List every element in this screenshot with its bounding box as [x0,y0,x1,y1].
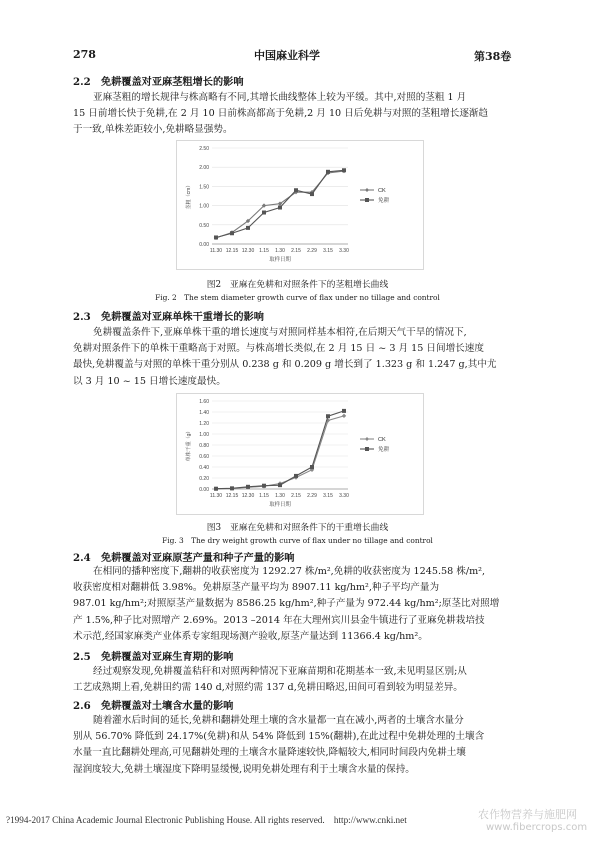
paragraph-line: 随着灌水后时间的延长,免耕和翻耕处理土壤的含水量都一直在减小,两者的土壤含水量分 [93,715,464,726]
section-2-5-body [73,664,467,696]
paragraph-line: 工艺成熟期上看,免耕田约需 140 d,对照约需 137 d,免耕田略迟,田间可看到较为明显差异。 [73,682,463,694]
data-point-no-tillage [214,487,218,491]
x-axis-label: 取样日期 [269,257,291,263]
legend-marker-no-tillage [365,447,369,451]
data-point-no-tillage [278,206,282,210]
data-point-no-tillage [262,211,266,215]
paragraph-line: 收获密度相对翻耕低 3.98%。免耕原茎产量平均为 8907.11 kg/hm²,种子平均产量为 [73,582,440,594]
y-tick-label: 0.00 [199,487,209,493]
data-point-no-tillage [278,483,282,487]
section-2-3-heading: 2.3 免耕覆盖对亚麻单株干重增长的影响 [73,311,264,323]
legend-label: 免耕 [378,198,390,204]
x-tick-label: 1.15 [259,493,269,499]
x-tick-label: 1.30 [275,248,285,254]
y-axis-label: 茎粗（cm） [186,182,192,210]
data-point-no-tillage [310,465,314,469]
paragraph-line: 以 3 月 10 ~ 15 日增长速度最快。 [73,375,226,387]
x-tick-label: 3.15 [323,248,333,254]
data-point-no-tillage [214,235,218,239]
data-point-no-tillage [294,474,298,478]
y-tick-label: 1.00 [199,203,209,210]
data-point-no-tillage [294,188,298,192]
paragraph-line: 湿润度较大,免耕土壤湿度下降明显缓慢,说明免耕处理有利于土壤含水量的保持。 [73,763,415,775]
figure-2-caption-en: Fig. 2 The stem diameter growth curve of flax under no tillage and control [155,293,440,302]
section-2-3-body [73,325,497,390]
paragraph-line: 术示范,经国家麻类产业体系专家组现场测产验收,原茎产量达到 11366.4 kg/hm²。 [73,630,428,642]
paragraph-line: 产 1.5%,种子比对照增产 2.69%。2013 –2014 年在大理州宾川县金牛镇进行了亚麻免耕栽培技 [73,614,485,626]
data-point-no-tillage [342,168,346,172]
y-tick-label: 0.40 [199,465,209,471]
x-tick-label: 3.30 [339,493,349,499]
stem-diameter-chart [176,140,424,270]
x-tick-label: 11.30 [209,248,223,254]
x-tick-label: 3.30 [339,248,349,254]
x-axis-label: 取样日期 [269,502,291,508]
page-number: 278 [73,48,96,61]
paragraph-line: 15 日前增长快于免耕,在 2 月 10 日前株高都高于免耕,2 月 10 日后免耕与对照的茎粗增长逐渐趋 [73,108,489,120]
x-tick-label: 11.30 [209,493,223,499]
watermark-url: www.fibercrops.com [486,822,588,833]
x-tick-label: 12.30 [241,248,255,254]
y-tick-label: 0.50 [199,222,209,229]
section-2-5-heading: 2.5 免耕覆盖对亚麻生育期的影响 [73,651,234,663]
data-point-no-tillage [262,484,266,488]
y-axis-label: 单株干重（g） [186,428,192,462]
y-tick-label: 0.20 [199,476,209,482]
x-tick-label: 12.30 [241,493,255,499]
y-tick-label: 1.00 [199,432,209,438]
data-point-no-tillage [246,226,250,230]
section-2-2-heading: 2.2 免耕覆盖对亚麻茎粗增长的影响 [73,76,244,88]
paragraph-line: 于一致,单株差距较小,免耕略显强势。 [73,124,233,136]
y-tick-label: 1.40 [199,410,209,416]
x-tick-label: 2.15 [291,493,301,499]
paragraph-line: 水量一直比翻耕处理高,可见翻耕处理的土壤含水量降速较快,降幅较大,相同时间段内免耕土壤 [73,747,466,759]
y-tick-label: 0.00 [199,242,209,248]
y-tick-label: 1.50 [199,184,209,191]
x-tick-label: 2.29 [307,493,317,499]
paragraph-line: 987.01 kg/hm²;对照原茎产量数据为 8586.25 kg/hm²,种子产量为 972.44 kg/hm²;原茎比对照增 [73,598,500,610]
paragraph-line: 免耕覆盖条件下,亚麻单株干重的增长速度与对照同样基本相符,在后期天气干旱的情况下, [93,327,467,338]
paragraph-line: 亚麻茎粗的增长规律与株高略有不同,其增长曲线整体上较为平缓。其中,对照的茎粗 1 月 [93,92,467,103]
dry-weight-chart [176,393,424,515]
y-tick-label: 2.50 [199,146,209,152]
x-tick-label: 2.15 [291,248,301,254]
legend-marker-no-tillage [365,198,369,202]
y-tick-label: 0.60 [199,454,209,460]
section-2-4-body [73,564,499,645]
x-tick-label: 1.15 [259,248,269,254]
x-tick-label: 12.15 [225,248,239,254]
y-tick-label: 1.60 [199,399,209,405]
y-tick-label: 2.00 [199,165,209,172]
section-2-4-heading: 2.4 免耕覆盖对亚麻原茎产量和种子产量的影响 [73,552,295,564]
data-point-no-tillage [326,414,330,418]
paragraph-line: 别从 56.70% 降低到 24.17%(免耕)和从 54% 降低到 15%(翻耕),在此过程中免耕处理的土壤含 [73,731,485,743]
data-point-no-tillage [310,192,314,196]
paragraph-line: 最快,免耕覆盖与对照的单株干重分别从 0.238 g 和 0.209 g 增长到了 1.323 g 和 1.247 g,其中尤 [73,359,497,371]
data-point-no-tillage [326,170,330,174]
paragraph-line: 免耕对照条件下的单株干重略高于对照。与株高增长类似,在 2 月 15 日 ~ 3 月 15 日间增长速度 [73,343,484,355]
data-point-no-tillage [230,231,234,235]
section-2-6-body [73,713,484,778]
copyright-notice: ?1994-2017 China Academic Journal Electronic Publishing House. All rights reserved. http://www.cnki.net [6,815,407,825]
y-tick-label: 1.20 [199,421,209,427]
section-2-6-heading: 2.6 免耕覆盖对土壤含水量的影响 [73,700,234,712]
figure-3-caption-cn: 图3 亚麻在免耕和对照条件下的干重增长曲线 [206,523,389,533]
watermark-text: 农作物营养与施肥网 [478,808,577,821]
data-point-no-tillage [230,486,234,490]
volume-label: 第38卷 [474,50,512,63]
paragraph-line: 经过观察发现,免耕覆盖秸秆和对照两种情况下亚麻苗期和花期基本一致,未见明显区别;从 [93,666,467,677]
legend-label: CK [378,437,386,443]
y-tick-label: 0.80 [199,443,209,449]
data-point-no-tillage [246,485,250,489]
x-tick-label: 12.15 [225,493,239,499]
legend-label: 免耕 [378,447,390,453]
journal-title: 中国麻业科学 [254,49,320,62]
legend-label: CK [378,188,386,194]
figure-3-caption-en: Fig. 3 The dry weight growth curve of flax under no tillage and control [162,536,433,545]
x-tick-label: 3.15 [323,493,333,499]
data-point-no-tillage [342,409,346,413]
x-tick-label: 1.30 [275,493,285,499]
paragraph-line: 在相同的播种密度下,翻耕的收获密度为 1292.27 株/m²,免耕的收获密度为 1245.58 株/m², [93,566,486,577]
x-tick-label: 2.29 [307,248,317,254]
figure-2-caption-cn: 图2 亚麻在免耕和对照条件下的茎粗增长曲线 [206,280,389,290]
section-2-2-body [73,90,488,139]
